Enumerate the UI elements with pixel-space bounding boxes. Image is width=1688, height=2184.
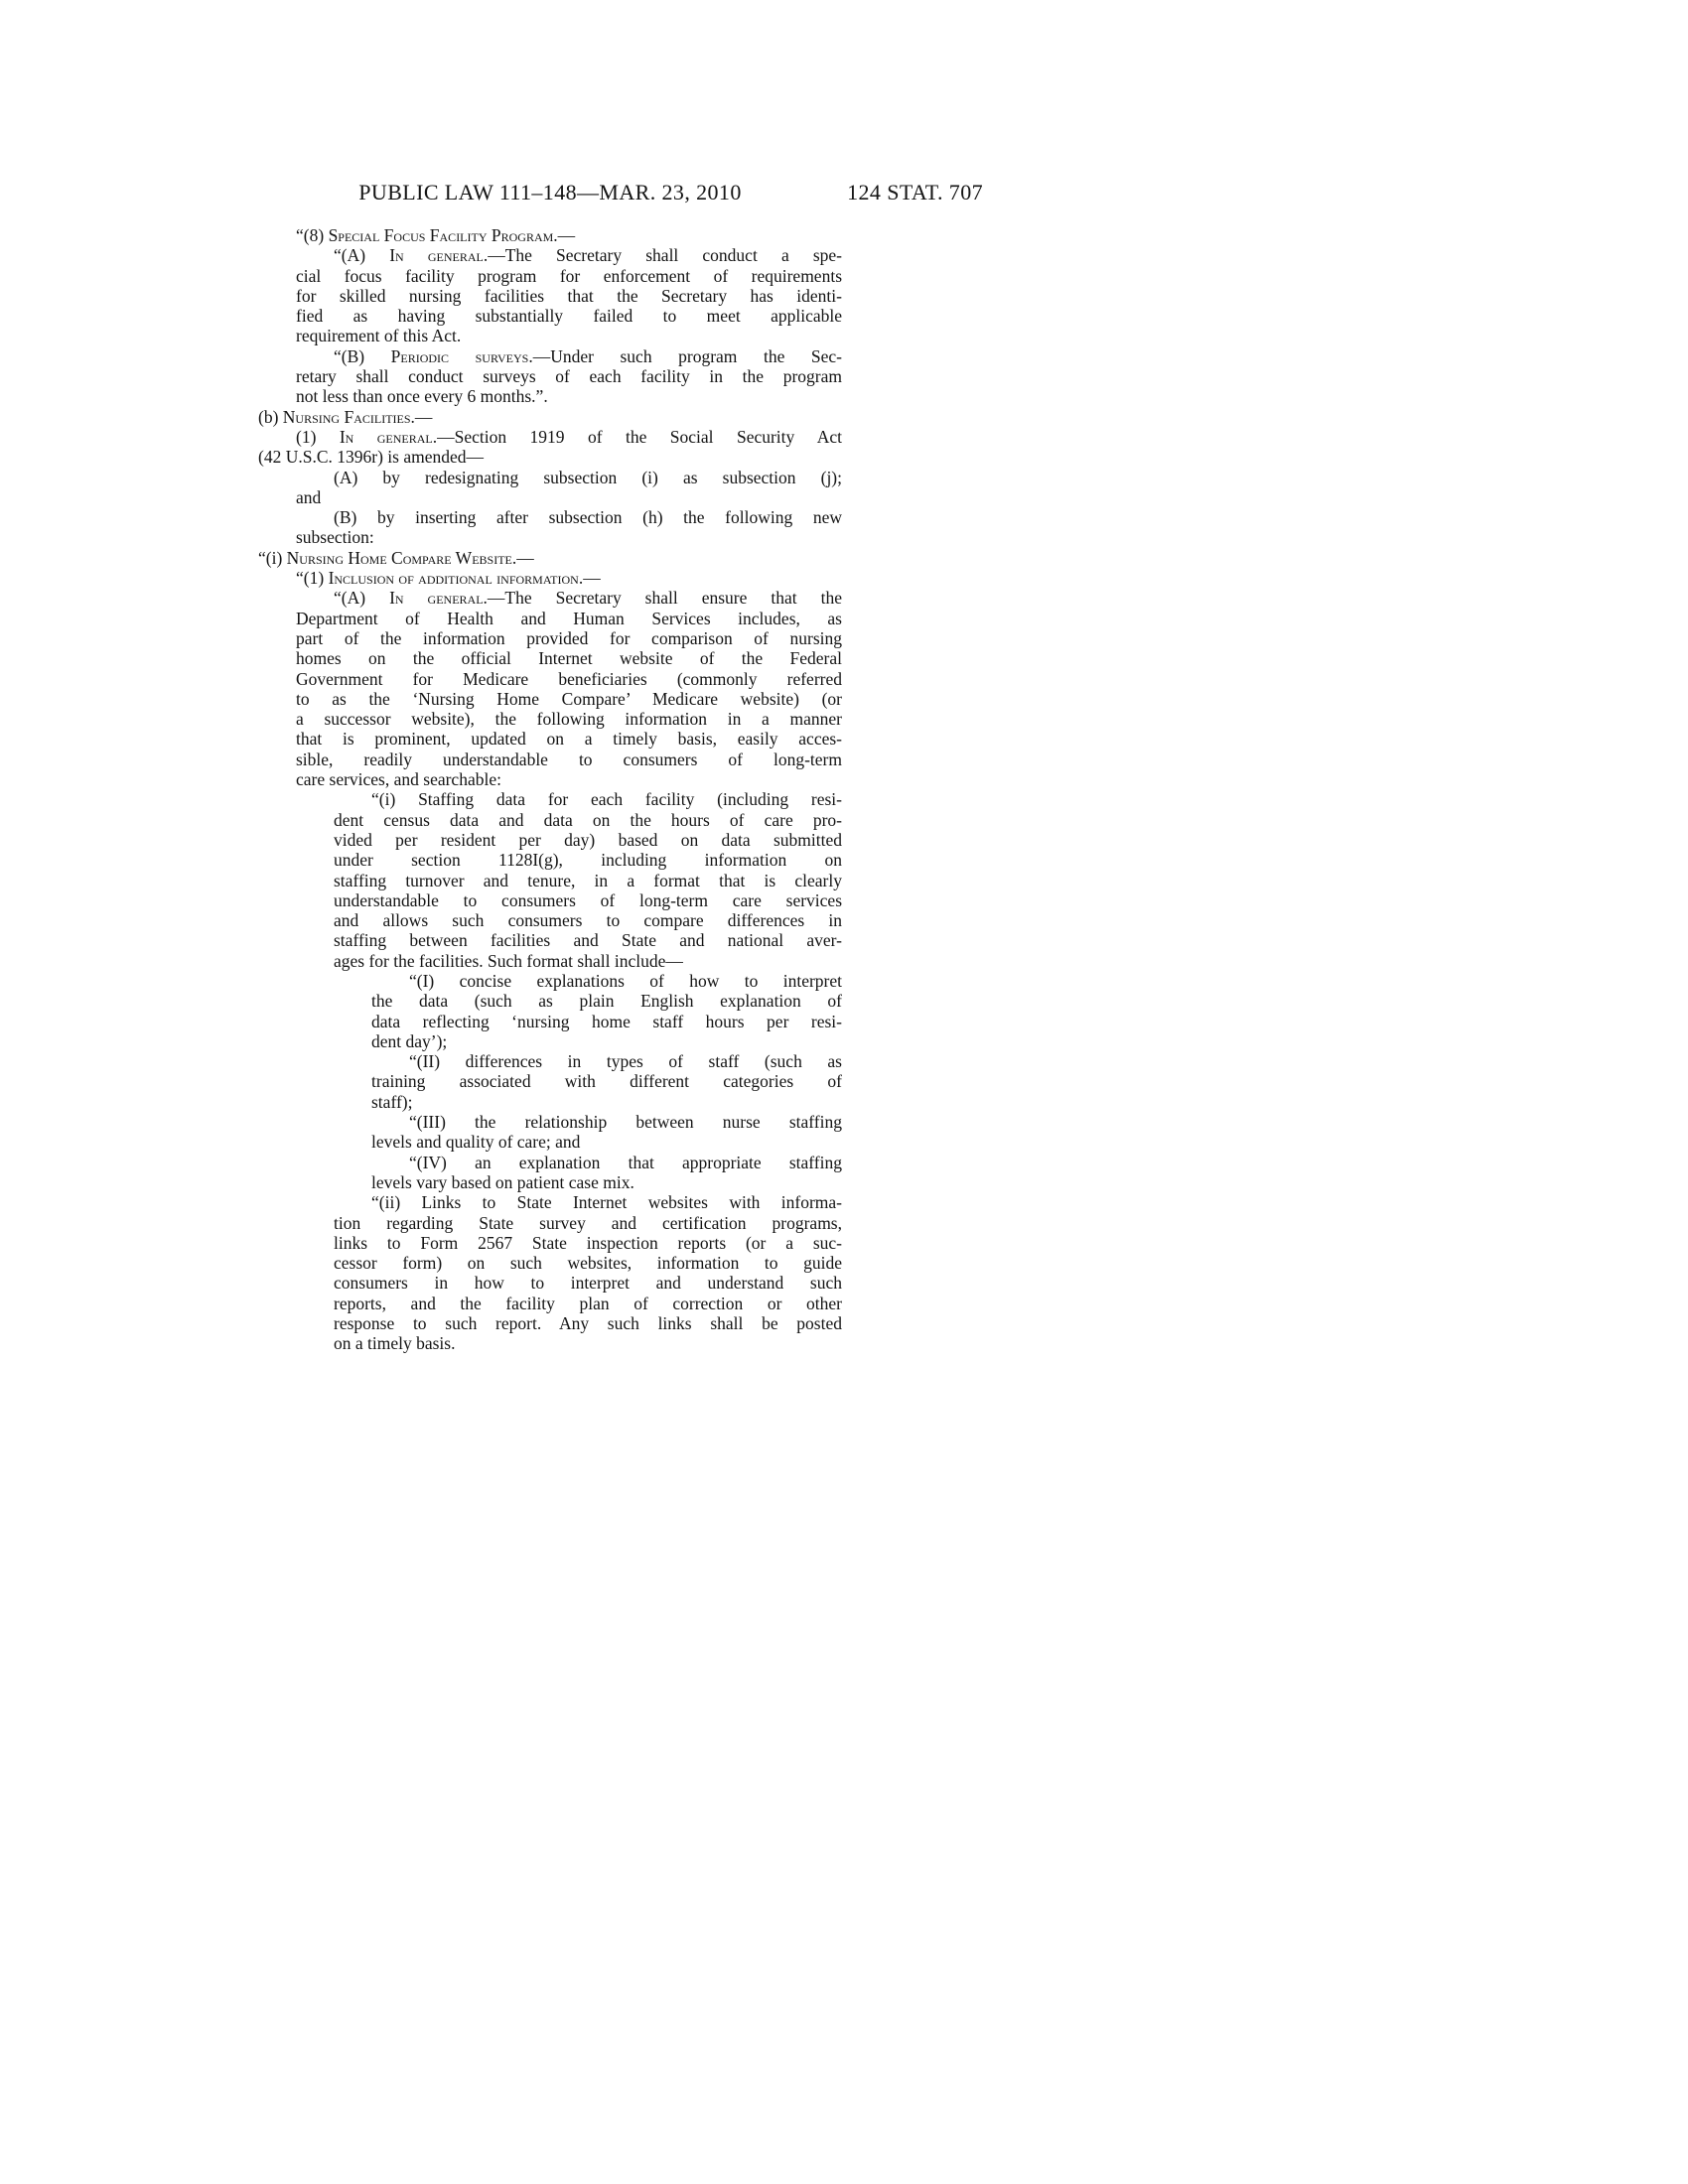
- statute-text: [258, 225, 842, 1354]
- text-segment: .—Under such program the Sec-: [528, 345, 842, 366]
- text-segment: (1): [296, 426, 340, 447]
- text-line: [334, 951, 842, 971]
- text-line: [371, 991, 842, 1011]
- text-line: [296, 366, 842, 386]
- text-line: [334, 346, 842, 366]
- text-segment: under section 1128I(g), including information on: [334, 850, 842, 871]
- text-line: [334, 1333, 842, 1353]
- text-line: [296, 609, 842, 628]
- text-segment: (b): [258, 406, 283, 427]
- text-line: [371, 1031, 842, 1051]
- text-line: [409, 1051, 842, 1071]
- text-segment: not less than once every 6 months.”.: [296, 386, 548, 407]
- text-segment: and allows such consumers to compare differences in: [334, 910, 842, 931]
- text-line: [334, 1294, 842, 1313]
- text-segment: “(I) concise explanations of how to interpret: [409, 970, 842, 991]
- text-segment: retary shall conduct surveys of each facility in the program: [296, 366, 842, 387]
- text-segment: Government for Medicare beneficiaries (commonly referred: [296, 668, 842, 689]
- text-segment: a successor website), the following information in a manner: [296, 709, 842, 730]
- text-line: [296, 750, 842, 769]
- text-line: [409, 971, 842, 991]
- text-line: [258, 447, 842, 467]
- text-line: [334, 1213, 842, 1233]
- text-segment: staffing between facilities and State and national aver-: [334, 930, 842, 951]
- text-line: [371, 1092, 842, 1112]
- text-line: [334, 588, 842, 608]
- small-caps-heading-text: In general: [389, 588, 484, 609]
- small-caps-heading-text: In general: [339, 426, 433, 447]
- text-segment: “(1): [296, 568, 329, 589]
- text-segment: “(B): [334, 345, 391, 366]
- text-line: [296, 769, 842, 789]
- text-segment: “(8): [296, 225, 329, 245]
- small-caps-heading-text: Nursing Facilities: [282, 406, 411, 427]
- text-line: [334, 1233, 842, 1253]
- text-segment: the data (such as plain English explanation of: [371, 991, 842, 1012]
- text-segment: to as the ‘Nursing Home Compare’ Medicare website) (or: [296, 688, 842, 709]
- text-line: [371, 1132, 842, 1152]
- text-segment: requirement of this Act.: [296, 326, 462, 346]
- text-segment: homes on the official Internet website of the Federal: [296, 648, 842, 669]
- text-segment: .—: [511, 547, 534, 568]
- text-segment: .—The Secretary shall conduct a spe-: [483, 245, 842, 266]
- text-line: [258, 407, 842, 427]
- text-segment: .—Section 1919 of the Social Security Act: [432, 426, 843, 447]
- text-segment: fied as having substantially failed to meet applicable: [296, 306, 842, 327]
- text-segment: Department of Health and Human Services includes, as: [296, 608, 842, 628]
- text-segment: .—The Secretary shall ensure that the: [483, 588, 842, 609]
- text-line: [334, 507, 842, 527]
- text-line: [334, 890, 842, 910]
- text-line: [296, 689, 842, 709]
- text-line: [334, 850, 842, 870]
- text-line: [296, 709, 842, 729]
- text-segment: (A) by redesignating subsection (i) as subsection (j);: [334, 467, 842, 487]
- text-line: [296, 648, 842, 668]
- text-segment: response to such report. Any such links shall be posted: [334, 1313, 842, 1334]
- text-line: [296, 729, 842, 749]
- text-segment: tion regarding State survey and certification programs,: [334, 1212, 842, 1233]
- text-line: [296, 427, 842, 447]
- text-line: [334, 830, 842, 850]
- text-line: [334, 245, 842, 265]
- text-line: [258, 548, 842, 568]
- text-segment: care services, and searchable:: [296, 769, 501, 790]
- text-line: [334, 1253, 842, 1273]
- small-caps-heading-text: Inclusion of additional information: [328, 568, 579, 589]
- text-segment: “(III) the relationship between nurse staffing: [409, 1112, 842, 1133]
- small-caps-heading-text: Periodic surveys: [390, 345, 529, 366]
- text-line: [371, 1071, 842, 1091]
- text-segment: “(A): [334, 245, 390, 266]
- text-line: [334, 1273, 842, 1293]
- text-line: [371, 1192, 842, 1212]
- text-segment: vided per resident per day) based on data submitted: [334, 829, 842, 850]
- text-segment: reports, and the facility plan of correction or other: [334, 1293, 842, 1313]
- text-segment: .—: [410, 406, 433, 427]
- text-line: [296, 628, 842, 648]
- text-line: [296, 225, 842, 245]
- text-segment: “(i): [258, 547, 287, 568]
- text-segment: cial focus facility program for enforcement of requirements: [296, 265, 842, 286]
- text-line: [296, 326, 842, 345]
- text-segment: for skilled nursing facilities that the Secretary has identi-: [296, 285, 842, 306]
- text-segment: “(ii) Links to State Internet websites with informa-: [371, 1192, 842, 1213]
- text-line: [371, 789, 842, 809]
- text-segment: levels and quality of care; and: [371, 1132, 581, 1153]
- text-segment: links to Form 2567 State inspection reports (or a suc-: [334, 1232, 842, 1253]
- text-line: [409, 1153, 842, 1172]
- small-caps-heading-text: Nursing Home Compare Website: [286, 547, 512, 568]
- small-caps-heading-text: Special Focus Facility Program: [328, 225, 554, 245]
- running-head-title: PUBLIC LAW 111–148—MAR. 23, 2010: [358, 180, 742, 205]
- text-line: [334, 810, 842, 830]
- text-line: [296, 266, 842, 286]
- text-line: [334, 930, 842, 950]
- text-line: [296, 386, 842, 406]
- text-segment: “(II) differences in types of staff (such as: [409, 1051, 842, 1072]
- text-segment: levels vary based on patient case mix.: [371, 1171, 634, 1192]
- text-segment: staffing turnover and tenure, in a format that is clearly: [334, 870, 842, 890]
- text-line: [371, 1172, 842, 1192]
- text-line: [296, 286, 842, 306]
- text-segment: (42 U.S.C. 1396r) is amended—: [258, 447, 484, 468]
- text-line: [296, 306, 842, 326]
- text-line: [296, 487, 842, 507]
- text-line: [334, 1313, 842, 1333]
- text-line: [334, 468, 842, 487]
- text-segment: cessor form) on such websites, information to guide: [334, 1253, 842, 1274]
- text-segment: .—: [578, 568, 601, 589]
- text-segment: “(i) Staffing data for each facility (including resi-: [371, 789, 842, 810]
- text-segment: .—: [553, 225, 576, 245]
- text-segment: staff);: [371, 1091, 413, 1112]
- text-segment: data reflecting ‘nursing home staff hours per resi-: [371, 1011, 842, 1031]
- text-line: [371, 1012, 842, 1031]
- text-segment: understandable to consumers of long-term care services: [334, 889, 842, 910]
- text-segment: sible, readily understandable to consumers of long-term: [296, 749, 842, 769]
- text-line: [296, 669, 842, 689]
- text-segment: training associated with different categories of: [371, 1071, 842, 1092]
- text-segment: subsection:: [296, 527, 374, 548]
- text-segment: “(IV) an explanation that appropriate staffing: [409, 1152, 842, 1172]
- text-segment: part of the information provided for comparison of nursing: [296, 627, 842, 648]
- text-segment: “(A): [334, 588, 390, 609]
- text-line: [334, 910, 842, 930]
- text-segment: on a timely basis.: [334, 1333, 456, 1354]
- text-segment: dent census data and data on the hours of care pro-: [334, 809, 842, 830]
- text-segment: (B) by inserting after subsection (h) the following new: [334, 507, 842, 528]
- text-line: [334, 871, 842, 890]
- text-segment: consumers in how to interpret and understand such: [334, 1273, 842, 1294]
- text-line: [296, 527, 842, 547]
- small-caps-heading-text: In general: [389, 245, 484, 266]
- running-head-page-number: 124 STAT. 707: [847, 180, 983, 205]
- text-line: [409, 1112, 842, 1132]
- text-segment: dent day’);: [371, 1030, 448, 1051]
- text-line: [296, 568, 842, 588]
- text-segment: and: [296, 486, 322, 507]
- text-segment: ages for the facilities. Such format shall include—: [334, 950, 683, 971]
- text-segment: that is prominent, updated on a timely basis, easily acces-: [296, 729, 842, 750]
